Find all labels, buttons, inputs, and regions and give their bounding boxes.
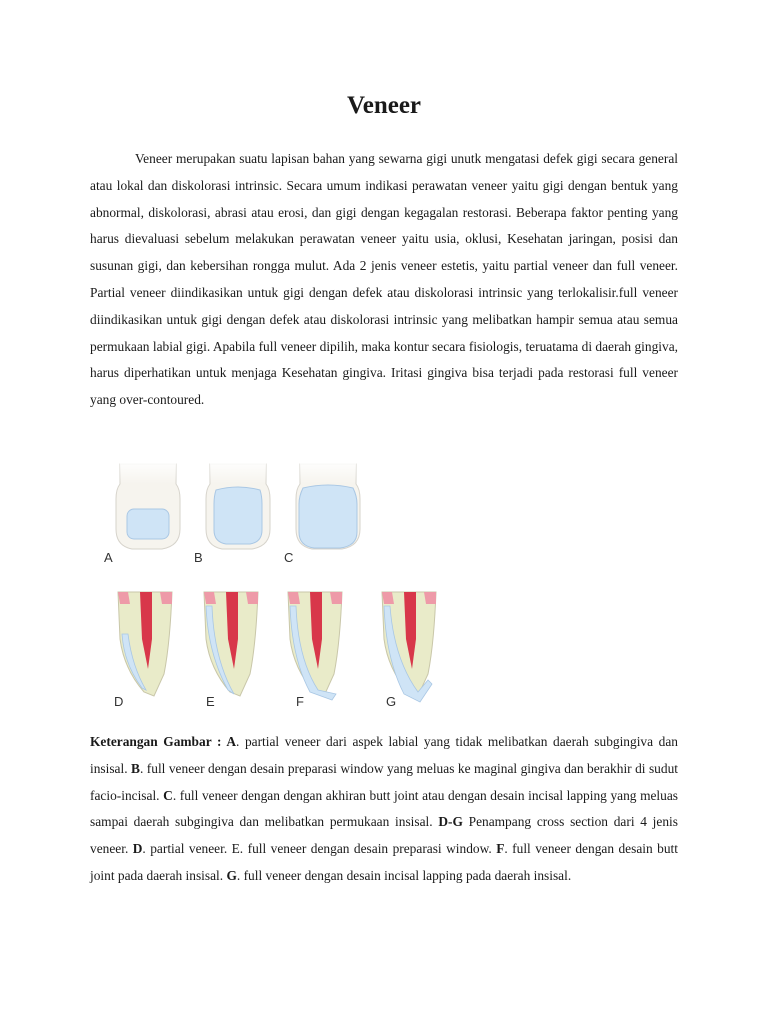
tooth-d-section <box>118 592 172 696</box>
caption-text-g: . full veneer dengan desain incisal lapping pada daerah insisal. <box>236 867 572 883</box>
veneer-illustration <box>96 454 456 724</box>
caption-text-f: . full veneer dengan desain butt joint pada daerah insisal. <box>90 841 678 883</box>
caption-key-d: D <box>132 841 143 857</box>
figure-caption <box>90 729 678 890</box>
caption-key-dg: D-G <box>438 814 463 830</box>
caption-key-c: C <box>163 787 173 803</box>
tooth-e-section <box>204 592 258 696</box>
caption-key-f: F <box>496 841 505 857</box>
tooth-a-labial <box>116 460 180 549</box>
label-f: F <box>296 694 304 709</box>
caption-text-dg: Penampang cross section dari 4 jenis veneer. <box>90 814 678 857</box>
label-g: G <box>386 694 397 709</box>
veneer-figure <box>96 454 456 724</box>
caption-text-a: . partial veneer dari aspek labial yang tidak melibatkan daerah subgingiva dan insisal. <box>90 734 678 776</box>
body-paragraph: Veneer merupakan suatu lapisan bahan yang sewarna gigi unutk mengatasi defek gigi secara general atau lokal dan diskolorasi intrinsic. Secara umum indikasi perawatan veneer yaitu gigi dengan bentuk yang abnormal, diskolorasi, abrasi atau erosi, dan gigi dengan kegagalan restorasi. Beberapa faktor penting yang harus dievaluasi sebelum melakukan perawatan veneer yaitu usia, oklusi, Kesehatan jaringan, posisi dan susunan gigi, dan kebersihan rongga mulut. Ada 2 jenis veneer estetis, yaitu partial veneer dan full veneer. Partial veneer diindikasikan untuk gigi dengan defek atau diskolorasi intrinsic yang terlokalisir.full veneer diindikasikan untuk gigi dengan defek atau diskolorasi intrinsic yang melibatkan hampir semua atau semua permukaan labial gigi. Apabila full veneer dipilih, maka kontur secara fisiologis, teruatama di daerah gingiva, harus diperhatikan untuk menjaga Kesehatan gingiva. Iritasi gingiva bisa terjadi pada restorasi full veneer yang over-contoured. <box>90 151 678 408</box>
caption-lead: Keterangan Gambar : <box>90 734 227 749</box>
caption-text-d: . partial veneer. E. full veneer dengan desain preparasi window. <box>142 841 497 857</box>
label-a: A <box>104 550 113 565</box>
page-title: Veneer <box>346 92 422 119</box>
tooth-g-section <box>382 592 436 702</box>
tooth-f-section <box>288 592 342 700</box>
label-c: C <box>284 550 294 565</box>
tooth-c-labial <box>296 460 360 549</box>
caption-text-b: . full veneer dengan desain preparasi window yang meluas ke maginal gingiva dan berakhir di sudut facio-incisal. <box>90 760 678 803</box>
caption-key-b: B <box>131 760 140 776</box>
label-e: E <box>206 694 215 709</box>
caption-key-a: A <box>226 734 236 749</box>
label-b: B <box>194 550 203 565</box>
label-d: D <box>114 694 124 709</box>
caption-text-c: . full veneer dengan dengan akhiran butt joint atau dengan desain incisal lapping yang meluas sampai daerah subgingiva dan melibatkan permukaan insisal. <box>90 787 679 830</box>
tooth-b-labial <box>206 460 270 549</box>
caption-key-g: G <box>226 867 237 883</box>
